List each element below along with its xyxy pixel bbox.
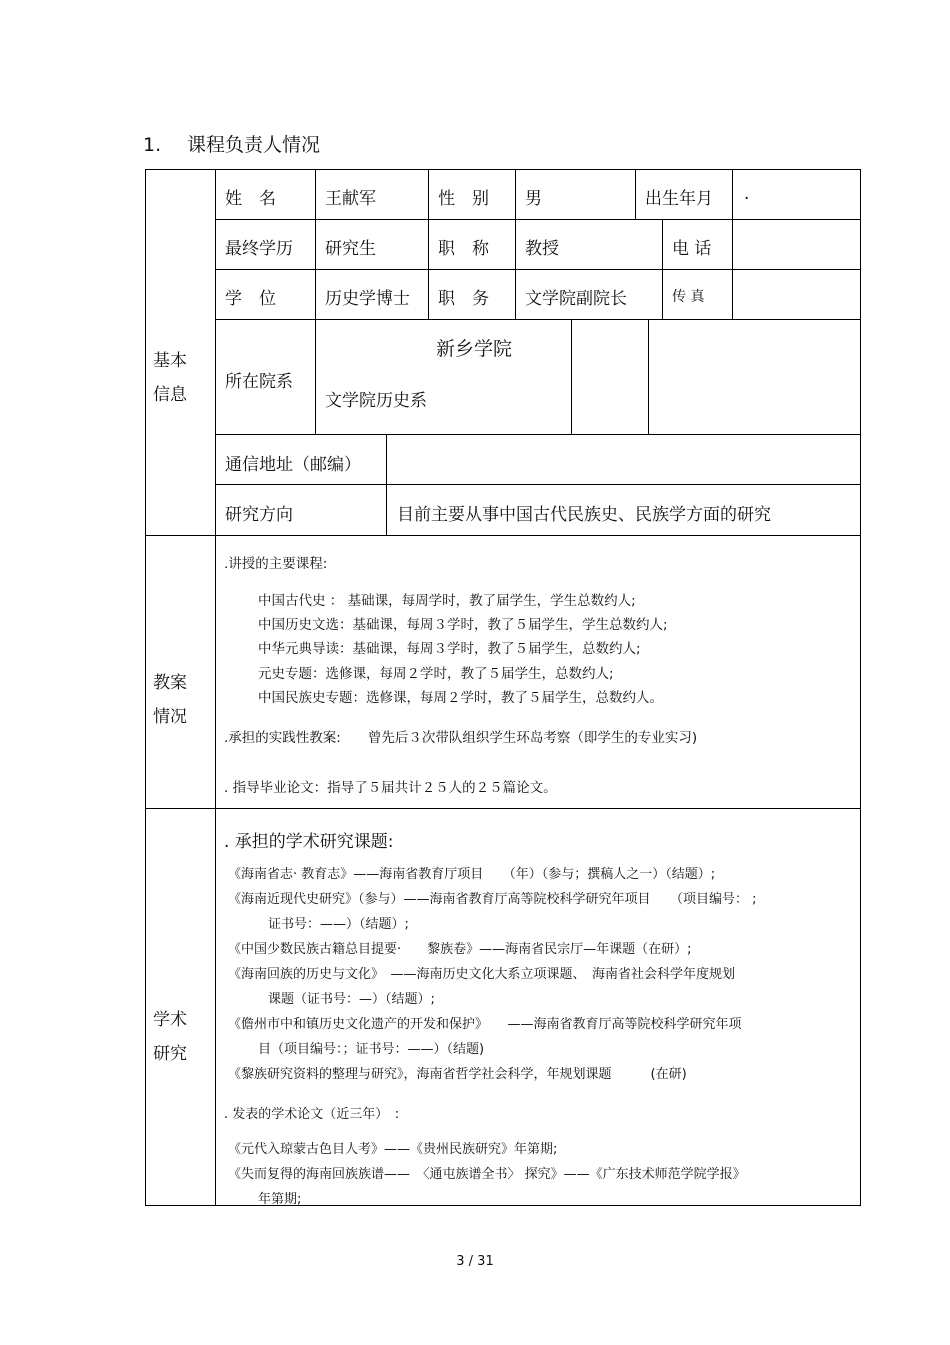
birth-label: 出生年月 [645, 189, 713, 209]
section-line-1 [145, 535, 861, 536]
duty-value: 文学院副院长 [525, 289, 627, 309]
project-item: 《黎族研究资料的整理与研究》，海南省哲学社会科学，年规划课题 (在研) [228, 1067, 687, 1082]
project-item: 《中国少数民族古籍总目提要· 黎族卷》——海南省民宗厅—年课题（在研）; [228, 942, 692, 957]
course-item: 中国历史文选：基础课，每周３学时，教了５届学生，学生总数约人; [258, 617, 668, 633]
paper-item: 年第期; [258, 1192, 302, 1207]
gender-label: 性 别 [438, 189, 489, 209]
paper-item: 《失而复得的海南回族族谱—— 〈通屯族谱全书〉 探究》——《广东技术师范学院学报》 [228, 1167, 746, 1182]
course-item: 中华元典导读：基础课，每周３学时，教了５届学生，总数约人; [258, 641, 641, 657]
projects-title: . 承担的学术研究课题: [224, 832, 394, 852]
col-line-g [571, 319, 572, 434]
page-number: 3 / 31 [456, 1254, 494, 1269]
basic-info-label: 基本 信息 [153, 351, 187, 405]
section-heading [143, 130, 320, 157]
row-line-1 [215, 219, 861, 220]
section-title: 课程负责人情况 [187, 134, 321, 156]
row-line-2 [215, 269, 861, 270]
project-item: 证书号：——）（结题）; [268, 917, 409, 932]
research-direction-label: 研究方向 [225, 505, 293, 525]
project-item: 《儋州市中和镇历史文化遗产的开发和保护》 ——海南省教育厅高等院校科学研究年项 [228, 1017, 742, 1032]
name-value: 王献军 [325, 189, 376, 209]
project-item: 课题（证书号：—）（结题）; [268, 992, 435, 1007]
course-item: 中国古代史 ： 基础课，每周学时，教了届学生，学生总数约人; [258, 593, 636, 609]
section-line-2 [145, 808, 861, 809]
row-line-3 [215, 319, 861, 320]
edu-label: 最终学历 [225, 239, 293, 259]
name-label: 姓 名 [225, 189, 276, 209]
project-item: 《海南回族的历史与文化》 ——海南历史文化大系立项课题、 海南省社会科学年度规划 [228, 967, 736, 982]
project-item: 目（项目编号：；证书号：——）（结题) [258, 1042, 485, 1057]
course-item: 中国民族史专题：选修课，每周２学时，教了５届学生，总数约人。 [258, 690, 663, 706]
col-line-f [315, 319, 316, 434]
research-label: 学术 研究 [153, 1010, 187, 1064]
gender-value: 男 [525, 189, 542, 209]
col-line-b [428, 169, 429, 319]
degree-label: 学 位 [225, 289, 276, 309]
col-line-h [648, 319, 649, 434]
papers-title: . 发表的学术论文（近三年） : [224, 1107, 400, 1122]
address-label: 通信地址（邮编） [225, 455, 361, 475]
label-column-divider [215, 169, 216, 1206]
dept-label: 所在院系 [225, 372, 293, 392]
phone-label: 电 话 [672, 239, 712, 259]
col-line-a [315, 169, 316, 319]
research-direction-value: 目前主要从事中国古代民族史、民族学方面的研究 [397, 505, 771, 525]
col-line-d2 [662, 219, 663, 319]
col-line-i [386, 434, 387, 535]
birth-value: . [744, 184, 750, 204]
practice-line: .承担的实践性教案: 曾先后３次带队组织学生环岛考察（即学生的专业实习) [224, 730, 698, 746]
project-item: 《海南省志· 教育志》——海南省教育厅项目 （年）（参与；撰稿人之一）（结题）; [228, 867, 716, 882]
project-item: 《海南近现代史研究》（参与）——海南省教育厅高等院校科学研究年项目 （项目编号： ; [228, 892, 757, 907]
col-line-c [515, 169, 516, 319]
degree-value: 历史学博士 [325, 289, 410, 309]
course-item: 元史专题：选修课，每周２学时，教了５届学生，总数约人; [258, 666, 614, 682]
thesis-line: . 指导毕业论文：指导了５届共计２５人的２５篇论文。 [224, 780, 557, 796]
title-label: 职 称 [438, 239, 489, 259]
duty-label: 职 务 [438, 289, 489, 309]
teaching-label: 教案 情况 [153, 673, 187, 727]
title-value: 教授 [525, 239, 559, 259]
col-line-e [732, 169, 733, 319]
section-number: 1. [143, 134, 162, 156]
row-line-5 [215, 484, 861, 485]
courses-title: .讲授的主要课程: [224, 556, 328, 572]
school-value: 新乡学院 [436, 338, 513, 360]
paper-item: 《元代入琼蒙古色目人考》——《贵州民族研究》年第期; [228, 1142, 558, 1157]
fax-label: 传 真 [672, 289, 705, 305]
edu-value: 研究生 [325, 239, 376, 259]
col-line-d1 [635, 169, 636, 219]
row-line-4 [215, 434, 861, 435]
dept-value: 文学院历史系 [325, 391, 427, 411]
